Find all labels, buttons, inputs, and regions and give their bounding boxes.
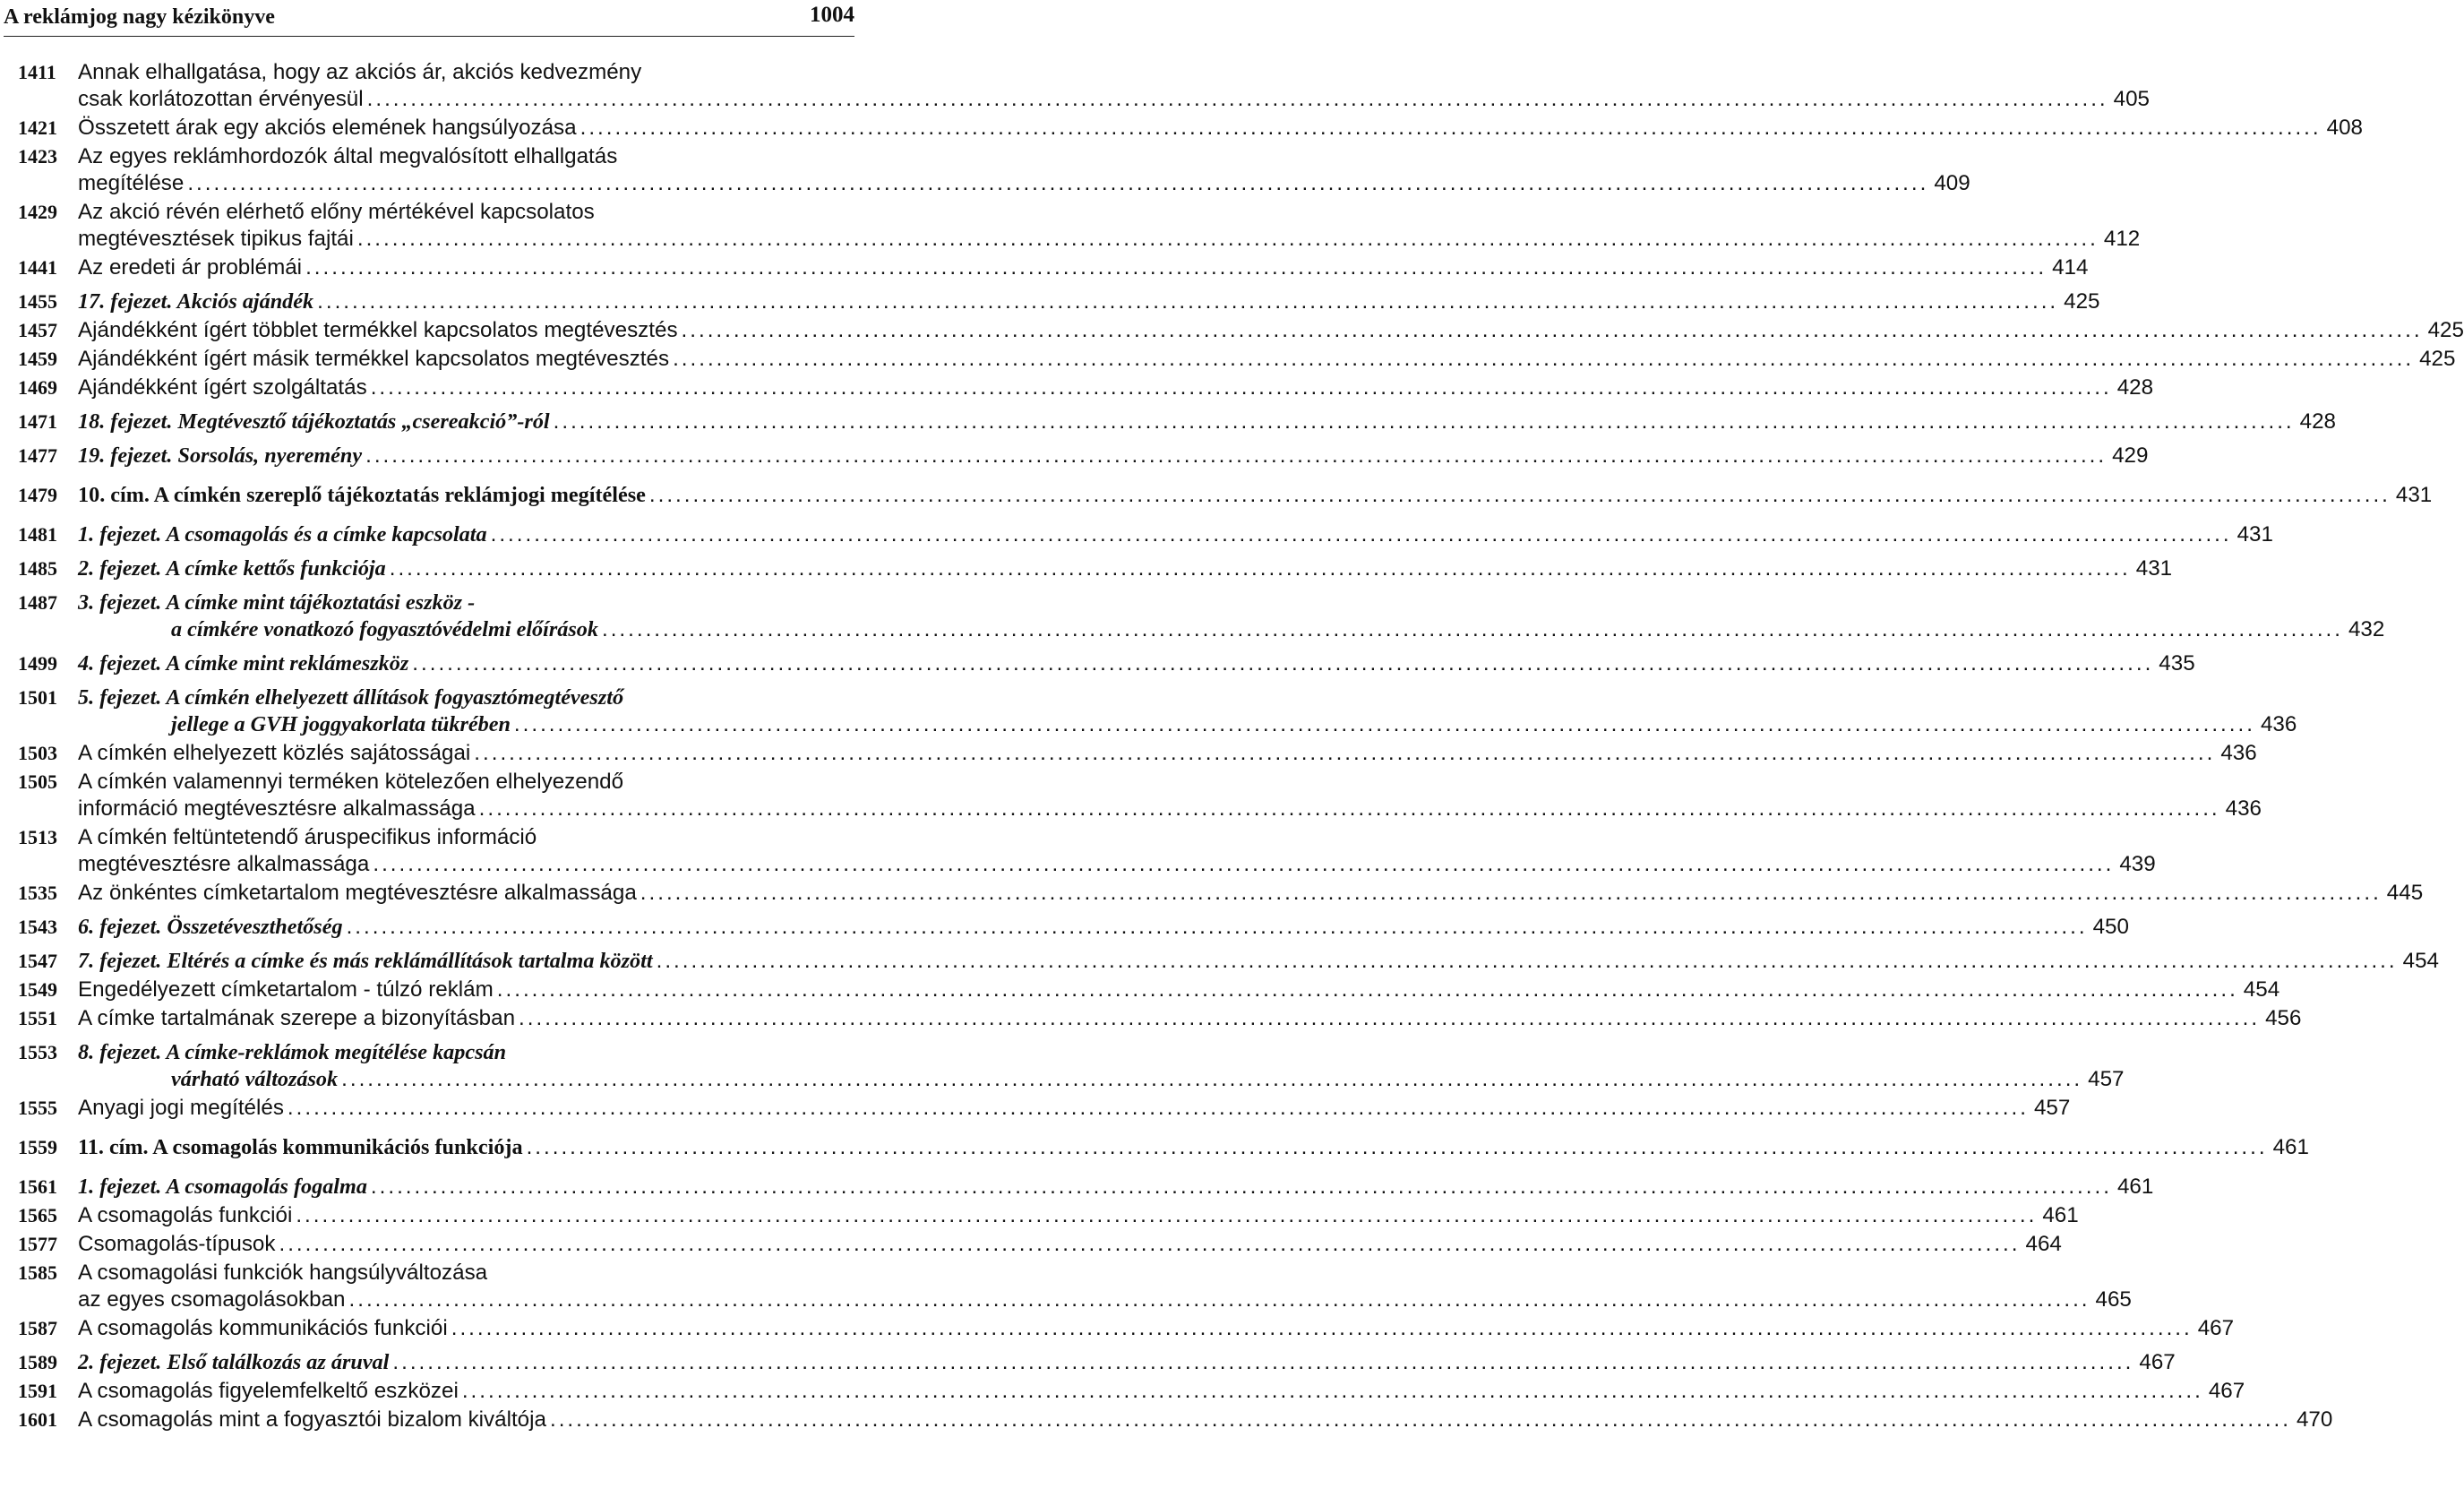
paragraph-number: 1565 [18, 1204, 57, 1226]
toc-entry [18, 374, 2154, 401]
toc-entry [18, 409, 2337, 435]
entry-title: az egyes csomagolásokban [78, 1287, 346, 1312]
paragraph-number: 1577 [18, 1233, 57, 1255]
dot-leader [279, 1231, 2020, 1258]
dot-leader [497, 977, 2238, 1003]
toc-entry [18, 288, 2100, 315]
toc-entry [18, 650, 2195, 677]
toc-entry [18, 346, 2456, 373]
dot-leader [412, 650, 2153, 677]
toc-entry [18, 740, 2257, 767]
toc-entry [18, 1260, 2132, 1313]
entry-title: 11. cím. A csomagolás kommunikációs funkciója [78, 1135, 523, 1159]
dot-leader [519, 1005, 2260, 1032]
entry-title: jellege a GVH joggyakorlata tükrében [171, 712, 511, 736]
paragraph-number: 1535 [18, 882, 57, 904]
toc-entry [18, 1378, 2245, 1405]
paragraph-number: 1411 [18, 61, 56, 83]
paragraph-number: 1457 [18, 319, 57, 341]
dot-leader [682, 317, 2423, 344]
dot-leader [367, 86, 2108, 113]
entry-title: Az egyes reklámhordozók által megvalósított elhallgatás [78, 144, 618, 168]
entry-title: megtévesztések tipikus fajtái [78, 227, 354, 251]
dot-leader [640, 880, 2382, 907]
page-ref: 461 [2272, 1135, 2309, 1159]
dot-leader [657, 948, 2398, 975]
dot-leader [390, 555, 2131, 582]
page-ref: 464 [2025, 1232, 2062, 1256]
toc-entry [18, 914, 2129, 941]
paragraph-number: 1591 [18, 1380, 57, 1402]
page-ref: 445 [2386, 881, 2424, 905]
dot-leader [602, 616, 2343, 643]
dot-leader [673, 346, 2414, 373]
page-ref: 405 [2113, 87, 2151, 111]
entry-title: várható változások [171, 1067, 339, 1091]
toc-entry [18, 824, 2156, 878]
page-ref: 428 [2116, 375, 2154, 400]
dot-leader [187, 170, 1928, 197]
page-ref: 465 [2095, 1287, 2132, 1312]
page-ref: 467 [2197, 1316, 2235, 1340]
toc-entry [18, 1407, 2333, 1433]
page-ref: 436 [2220, 741, 2257, 765]
entry-title: Összetett árak egy akciós elemének hangsúlyozása [78, 116, 577, 140]
page-ref: 431 [2395, 483, 2433, 507]
toc-entry [18, 684, 2297, 738]
dot-leader [296, 1202, 2037, 1229]
dot-leader [479, 796, 2220, 822]
toc-entry [18, 977, 2280, 1003]
page-ref: 408 [2326, 116, 2363, 140]
paragraph-number: 1481 [18, 523, 57, 546]
paragraph-number: 1549 [18, 978, 57, 1001]
paragraph-number: 1551 [18, 1007, 57, 1029]
page-ref: 454 [2243, 977, 2280, 1002]
page-ref: 457 [2088, 1067, 2125, 1091]
entry-title: 7. fejezet. Eltérés a címke és más reklámállítások tartalma között [78, 949, 653, 973]
entry-title: 6. fejezet. Összetéveszthetőség [78, 915, 343, 939]
entry-title: a címkére vonatkozó fogyasztóvédelmi előírások [171, 617, 598, 641]
page-ref: 436 [2225, 796, 2262, 821]
page-ref: 457 [2033, 1096, 2071, 1120]
page-ref: 431 [2236, 522, 2273, 546]
paragraph-number: 1601 [18, 1408, 57, 1431]
toc-entry [18, 1095, 2071, 1122]
page-ref: 425 [2419, 347, 2456, 371]
entry-title: Engedélyezett címketartalom - túlzó reklám [78, 977, 494, 1002]
dot-leader [491, 521, 2232, 548]
paragraph-number: 1423 [18, 145, 57, 168]
dot-leader [365, 443, 2107, 469]
paragraph-number: 1589 [18, 1351, 57, 1373]
entry-title: Az eredeti ár problémái [78, 255, 303, 280]
entry-title: A címkén valamennyi terméken kötelezően elhelyezendő [78, 770, 624, 794]
toc-entry [18, 1134, 2309, 1161]
paragraph-number: 1587 [18, 1317, 57, 1339]
page-ref: 428 [2299, 409, 2337, 434]
entry-title: 8. fejezet. A címke-reklámok megítélése kapcsán [78, 1040, 507, 1064]
toc-entry [18, 880, 2424, 907]
page-ref: 461 [2116, 1175, 2154, 1199]
dot-leader [392, 1349, 2133, 1376]
page-ref: 456 [2265, 1006, 2302, 1030]
dot-leader [357, 226, 2099, 253]
entry-title: Annak elhallgatása, hogy az akciós ár, akciós kedvezmény [78, 60, 642, 84]
entry-title: csak korlátozottan érvényesül [78, 87, 364, 111]
page-ref: 432 [2348, 617, 2385, 641]
dot-leader [305, 254, 2047, 281]
entry-title: 17. fejezet. Akciós ajándék [78, 289, 314, 314]
paragraph-number: 1441 [18, 256, 57, 279]
toc-entry [18, 199, 2141, 253]
toc-entry [18, 1005, 2302, 1032]
dot-leader [288, 1095, 2029, 1122]
dot-leader [451, 1315, 2193, 1342]
entry-title: A csomagolás figyelemfelkeltő eszközei [78, 1379, 459, 1403]
paragraph-number: 1561 [18, 1175, 57, 1198]
entry-title: megítélése [78, 171, 185, 195]
page-ref: 450 [2092, 915, 2129, 939]
entry-title: 18. fejezet. Megtévesztő tájékoztatás „csereakció”-ról [78, 409, 550, 434]
toc-entry [18, 143, 1970, 197]
toc-entry [18, 1202, 2079, 1229]
page-ref: 454 [2402, 949, 2439, 973]
entry-title: Az önkéntes címketartalom megtévesztésre alkalmassága [78, 881, 637, 905]
entry-title: 19. fejezet. Sorsolás, nyeremény [78, 443, 363, 468]
dot-leader [371, 374, 2112, 401]
page-ref: 425 [2427, 318, 2464, 342]
paragraph-number: 1485 [18, 557, 57, 580]
entry-title: megtévesztésre alkalmassága [78, 852, 370, 876]
page-ref: 409 [1934, 171, 1970, 195]
paragraph-number: 1585 [18, 1261, 57, 1284]
entry-title: 5. fejezet. A címkén elhelyezett állítások fogyasztómegtévesztő [78, 685, 624, 710]
paragraph-number: 1455 [18, 290, 57, 313]
entry-title: 1. fejezet. A csomagolás és a címke kapcsolata [78, 522, 487, 546]
paragraph-number: 1459 [18, 348, 57, 370]
page-ref: 470 [2296, 1407, 2333, 1432]
dot-leader [550, 1407, 2291, 1433]
page-number: 1004 [810, 3, 854, 27]
toc-entry [18, 948, 2439, 975]
toc-entry [18, 521, 2273, 548]
toc-entry [18, 589, 2385, 643]
page-ref: 425 [2064, 289, 2100, 314]
entry-title: A csomagolás mint a fogyasztói bizalom kiváltója [78, 1407, 546, 1432]
paragraph-number: 1505 [18, 770, 57, 793]
dot-leader [347, 914, 2088, 941]
dot-leader [462, 1378, 2203, 1405]
paragraph-number: 1499 [18, 652, 57, 675]
paragraph-number: 1471 [18, 410, 57, 433]
dot-leader [554, 409, 2295, 435]
entry-title: Ajándékként ígért másik termékkel kapcsolatos megtévesztés [78, 347, 670, 371]
entry-title: A csomagolás funkciói [78, 1203, 293, 1227]
entry-title: 4. fejezet. A címke mint reklámeszköz [78, 651, 409, 676]
entry-title: 2. fejezet. Első találkozás az áruval [78, 1350, 390, 1374]
toc-entry [18, 1231, 2062, 1258]
toc-entry [18, 1349, 2176, 1376]
paragraph-number: 1547 [18, 950, 57, 972]
dot-leader [649, 482, 2391, 509]
toc-entry [18, 1174, 2154, 1200]
entry-title: 1. fejezet. A csomagolás fogalma [78, 1175, 367, 1199]
toc-entry [18, 443, 2149, 469]
running-header [4, 0, 854, 37]
dot-leader [580, 115, 2322, 142]
toc-entry [18, 115, 2363, 142]
dot-leader [371, 1174, 2112, 1200]
entry-title: A csomagolás kommunikációs funkciói [78, 1316, 448, 1340]
page-ref: 439 [2119, 852, 2156, 876]
paragraph-number: 1501 [18, 686, 57, 709]
toc-entry [18, 1039, 2125, 1093]
dot-leader [317, 288, 2058, 315]
book-title: A reklámjog nagy kézikönyve [4, 5, 275, 29]
entry-title: 3. fejezet. A címke mint tájékoztatási eszköz - [78, 590, 476, 615]
toc-entry [18, 254, 2089, 281]
dot-leader [373, 851, 2114, 878]
page-ref: 414 [2052, 255, 2089, 280]
paragraph-number: 1469 [18, 376, 57, 399]
table-of-contents [18, 57, 2464, 1433]
dot-leader [341, 1066, 2082, 1093]
page-ref: 461 [2042, 1203, 2079, 1227]
paragraph-number: 1421 [18, 116, 57, 139]
paragraph-number: 1479 [18, 484, 57, 506]
paragraph-number: 1513 [18, 826, 57, 848]
paragraph-number: 1429 [18, 201, 57, 223]
toc-entry [18, 1315, 2235, 1342]
page-ref: 429 [2112, 443, 2149, 468]
page-ref: 435 [2159, 651, 2195, 676]
entry-title: 10. cím. A címkén szereplő tájékoztatás reklámjogi megítélése [78, 483, 646, 507]
dot-leader [527, 1134, 2268, 1161]
page-ref: 412 [2103, 227, 2141, 251]
entry-title: információ megtévesztésre alkalmassága [78, 796, 476, 821]
dot-leader [349, 1287, 2091, 1313]
dot-leader [474, 740, 2215, 767]
toc-entry [18, 555, 2173, 582]
entry-title: Csomagolás-típusok [78, 1232, 276, 1256]
dot-leader [514, 711, 2255, 738]
toc-entry [18, 59, 2151, 113]
entry-title: A csomagolási funkciók hangsúlyváltozása [78, 1261, 488, 1285]
toc-entry [18, 317, 2464, 344]
paragraph-number: 1477 [18, 444, 57, 467]
paragraph-number: 1559 [18, 1136, 57, 1158]
entry-title: 2. fejezet. A címke kettős funkciója [78, 556, 386, 581]
entry-title: A címke tartalmának szerepe a bizonyításban [78, 1006, 516, 1030]
page-ref: 436 [2260, 712, 2297, 736]
paragraph-number: 1553 [18, 1041, 57, 1063]
paragraph-number: 1487 [18, 591, 57, 614]
page-ref: 431 [2135, 556, 2173, 581]
page-ref: 467 [2208, 1379, 2245, 1403]
toc-entry [18, 769, 2262, 822]
entry-title: A címkén feltüntetendő áruspecifikus információ [78, 825, 537, 849]
entry-title: Anyagi jogi megítélés [78, 1096, 284, 1120]
paragraph-number: 1503 [18, 742, 57, 764]
entry-title: Ajándékként ígért többlet termékkel kapcsolatos megtévesztés [78, 318, 678, 342]
entry-title: A címkén elhelyezett közlés sajátosságai [78, 741, 471, 765]
entry-title: Ajándékként ígért szolgáltatás [78, 375, 367, 400]
paragraph-number: 1555 [18, 1097, 57, 1119]
paragraph-number: 1543 [18, 916, 57, 938]
entry-title: Az akció révén elérhető előny mértékével kapcsolatos [78, 200, 595, 224]
toc-entry [18, 482, 2433, 509]
page-ref: 467 [2139, 1350, 2176, 1374]
